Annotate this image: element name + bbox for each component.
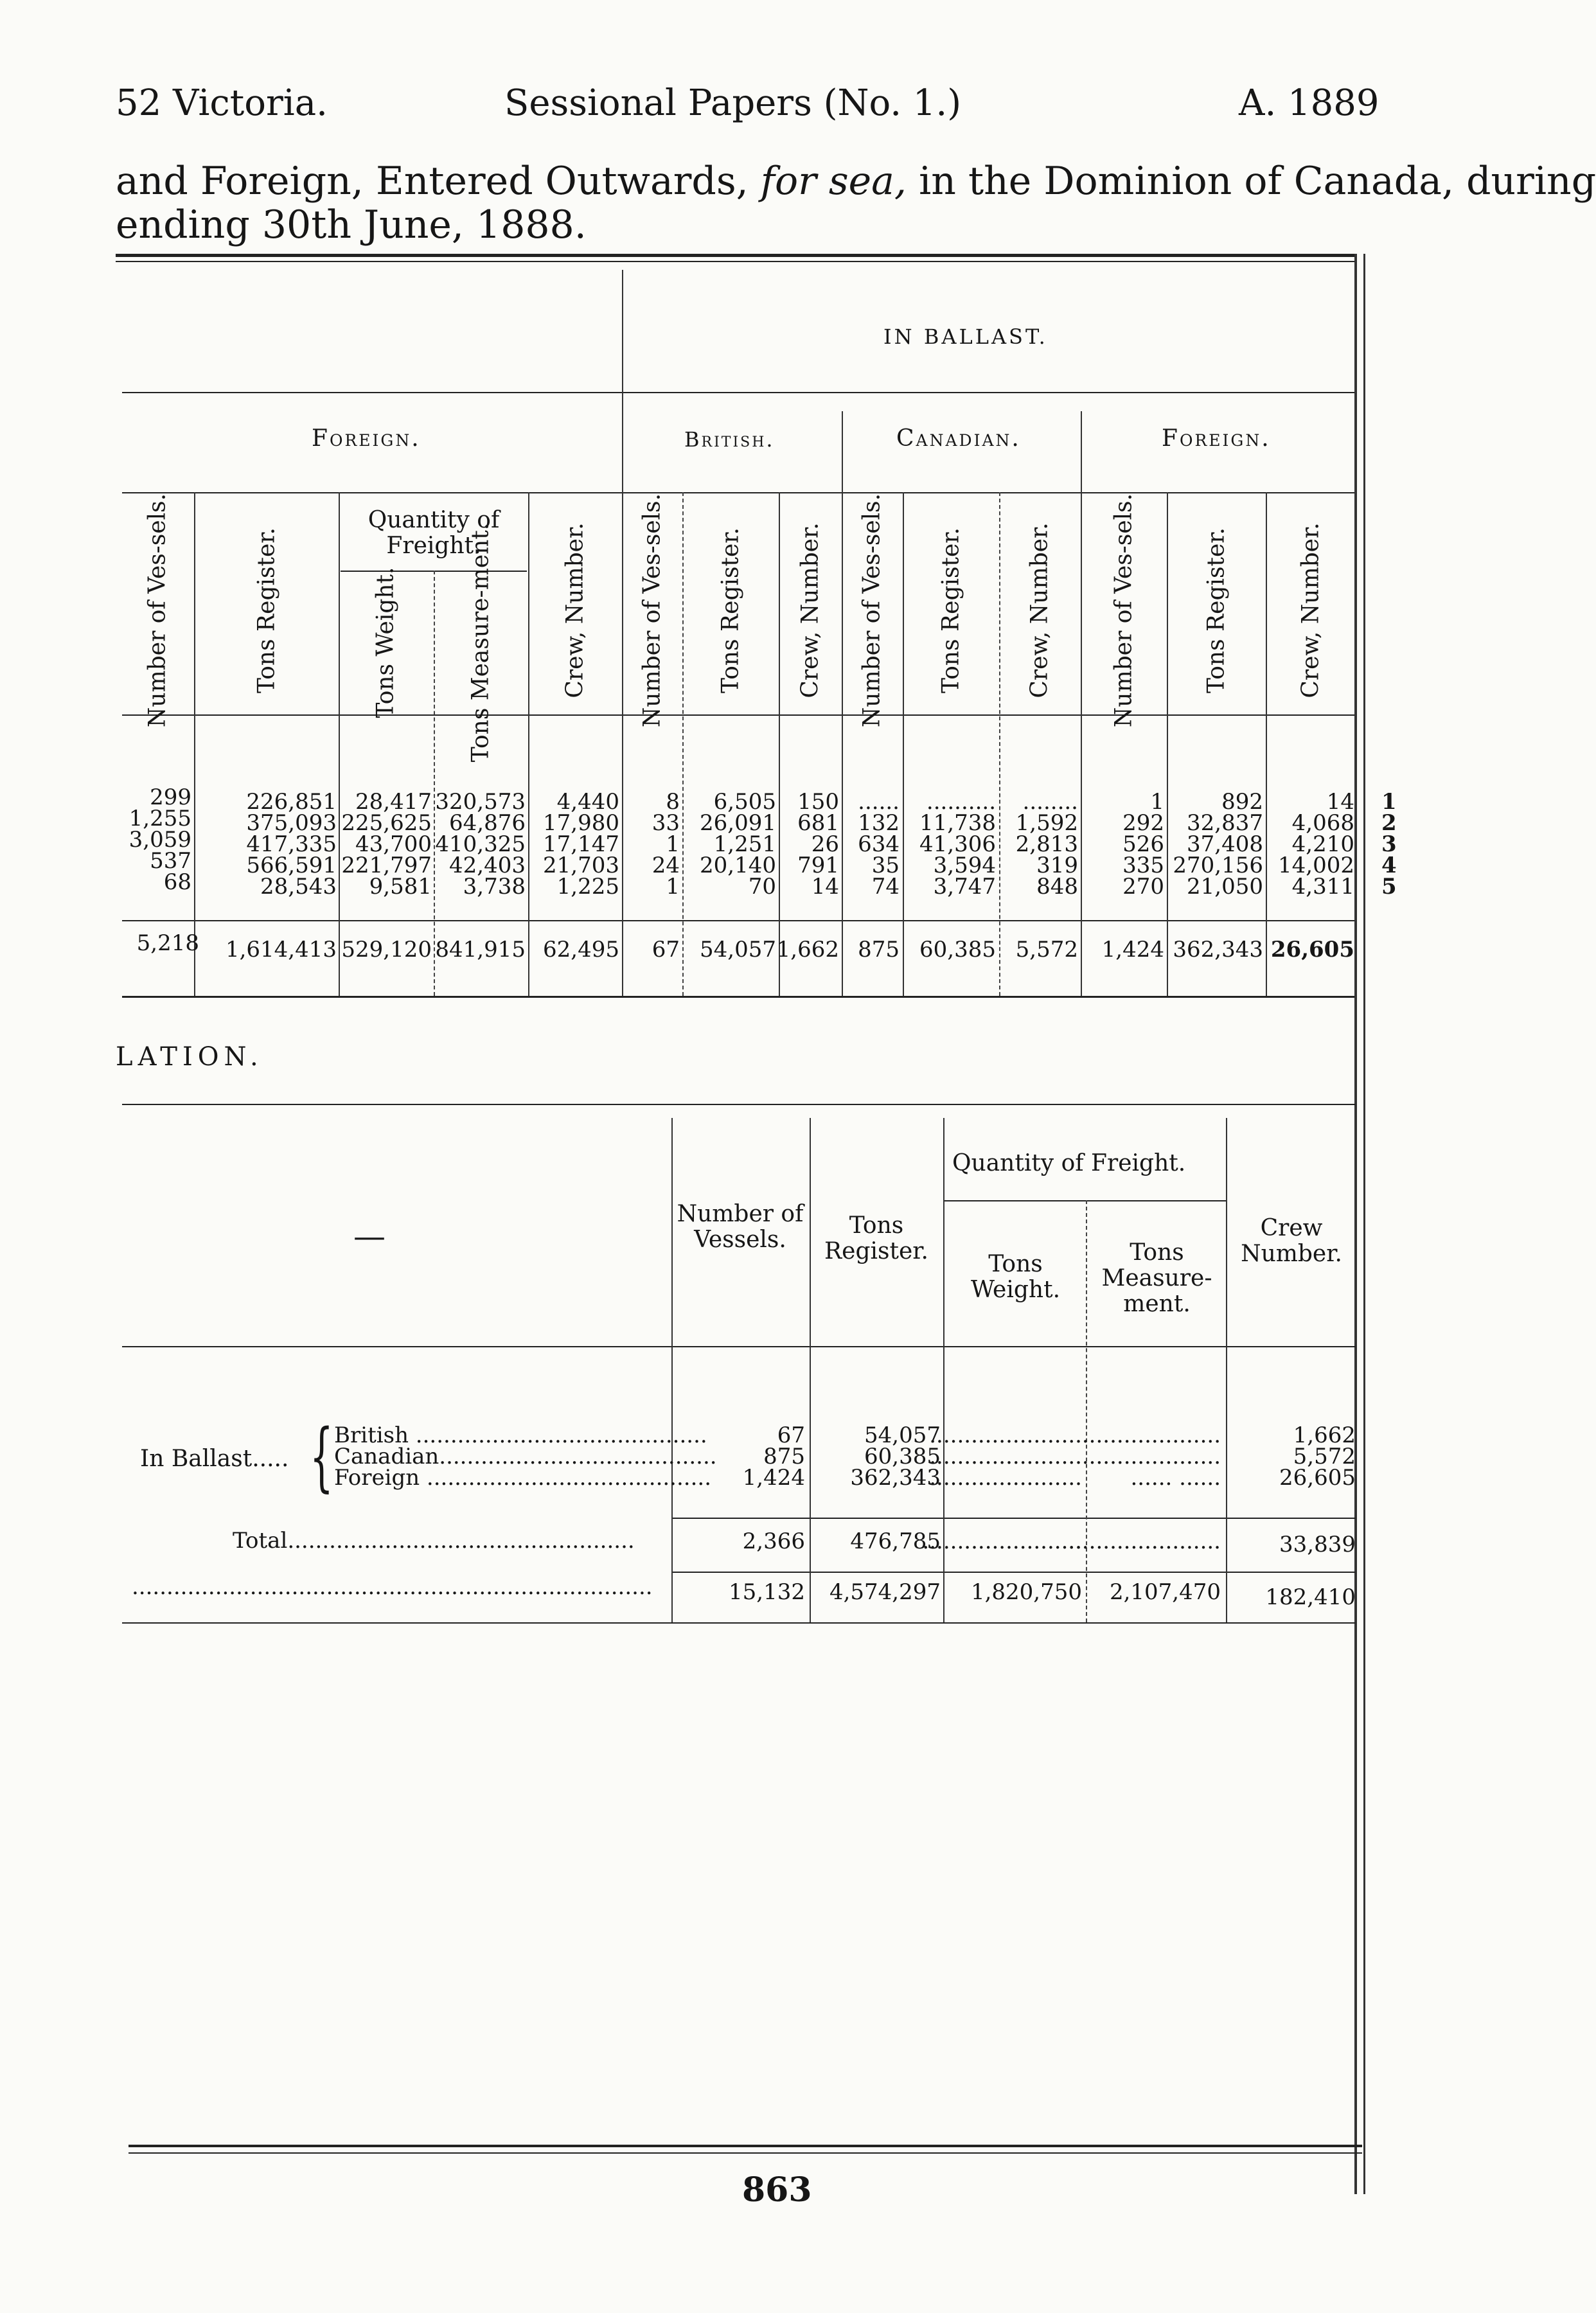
row-number: 5 xyxy=(1381,874,1397,900)
data-brit-crew xyxy=(797,789,839,900)
cell: 566,591 xyxy=(246,853,337,878)
header-year: A. 1889 xyxy=(1239,82,1379,124)
cell: 33 xyxy=(652,810,680,836)
recap-head-tons-weight: Tons Weight. xyxy=(970,1251,1061,1303)
rule-in-ballast xyxy=(122,392,1356,393)
row-number: 3 xyxy=(1381,831,1397,857)
total-for-tons: 362,343 xyxy=(1173,937,1263,962)
cell: 26,091 xyxy=(700,810,776,836)
vline-10 xyxy=(999,492,1000,996)
data-for-crew xyxy=(1278,789,1354,900)
recap-label-canadian: Canadian........................................ xyxy=(334,1444,717,1469)
col-canadian-tons: Tons Register. xyxy=(937,527,964,693)
cell: 24 xyxy=(652,853,680,878)
col-canadian-crew: Crew, Number. xyxy=(1026,522,1053,698)
rule-top-2 xyxy=(116,261,1356,262)
subtitle-part-2: for sea, xyxy=(760,159,907,204)
vline-1 xyxy=(194,492,195,996)
cell: 17,980 xyxy=(543,810,619,836)
cell: 1,424 xyxy=(742,1465,805,1491)
cell: 681 xyxy=(797,810,839,836)
cell: .................... xyxy=(1081,1444,1221,1469)
cell: 417,335 xyxy=(246,831,337,857)
cell: 537 xyxy=(150,848,191,874)
data-vessels xyxy=(129,784,191,895)
cell: 37,408 xyxy=(1187,831,1263,857)
bottom-rule-2 xyxy=(129,2152,1362,2154)
vline-12 xyxy=(1167,492,1168,996)
recap-rule-bottom xyxy=(122,1622,1356,1624)
cell: 4,210 xyxy=(1291,831,1354,857)
cell: 225,625 xyxy=(341,810,432,836)
cell: 299 xyxy=(150,784,191,810)
cell: 8 xyxy=(666,789,680,815)
total-can-tons: 60,385 xyxy=(919,937,996,962)
cell: 292 xyxy=(1122,810,1164,836)
total-tons-register: 1,614,413 xyxy=(225,937,337,962)
cell: 320,573 xyxy=(435,789,526,815)
subtitle-line-2: ending 30th June, 1888. xyxy=(116,202,587,247)
cell: 526 xyxy=(1122,831,1164,857)
cell: 1,255 xyxy=(129,806,191,831)
vline-7 xyxy=(779,492,780,996)
cell: 74 xyxy=(871,874,900,900)
cell: 1 xyxy=(1150,789,1164,815)
cell: 26 xyxy=(811,831,839,857)
cell: ...................... xyxy=(929,1444,1082,1469)
vline-11 xyxy=(1081,411,1082,996)
total-brit-crew: 1,662 xyxy=(776,937,839,962)
vline-8 xyxy=(842,411,843,996)
border-right-2 xyxy=(1363,254,1365,2194)
quantity-freight-caption: Quantity of Freight. xyxy=(368,507,500,559)
cell: 132 xyxy=(858,810,900,836)
recap-rule-heads xyxy=(122,1346,1356,1347)
cell: 3,738 xyxy=(463,874,526,900)
recap-grand-label: ........................................................................... xyxy=(132,1574,653,1600)
cell: 875 xyxy=(763,1444,805,1469)
vline-3 xyxy=(434,571,435,996)
rule-body xyxy=(122,920,1356,921)
cell: 791 xyxy=(797,853,839,878)
recap-head-tons-register: Tons Register. xyxy=(824,1212,928,1264)
recap-grand-vessels: 15,132 xyxy=(729,1579,805,1605)
in-ballast-heading: IN BALLAST. xyxy=(883,324,1048,349)
total-can-vessels: 875 xyxy=(858,937,900,962)
row-number: 1 xyxy=(1381,789,1397,815)
cell: 410,325 xyxy=(435,831,526,857)
subtitle-part-1: and Foreign, Entered Outwards, xyxy=(116,159,749,204)
col-tons-register: Tons Register. xyxy=(253,527,280,693)
col-tons-measurement: Tons Measure-ment. xyxy=(467,522,494,763)
recap-rule-top xyxy=(122,1104,1356,1105)
recap-crew xyxy=(1279,1422,1356,1491)
vline-4 xyxy=(528,492,529,996)
data-brit-tons xyxy=(700,789,776,900)
cell: ...................... xyxy=(929,1422,1082,1448)
cell: 2,813 xyxy=(1015,831,1078,857)
recap-grand-tons-weight: 1,820,750 xyxy=(970,1579,1082,1605)
recap-total-tons-register: 476,785 xyxy=(850,1529,941,1554)
recap-grand-tons-register: 4,574,297 xyxy=(829,1579,941,1605)
cell: 848 xyxy=(1036,874,1078,900)
recap-label-british: British .......................................... xyxy=(334,1422,707,1448)
recap-total-label: Total.................................................. xyxy=(233,1528,635,1554)
border-right xyxy=(1354,254,1357,2194)
total-for-vessels: 1,424 xyxy=(1101,937,1164,962)
cell: 892 xyxy=(1221,789,1263,815)
recap-total-tons-weight: ....................... xyxy=(922,1529,1082,1554)
data-crew xyxy=(543,789,619,900)
recap-title: LATION. xyxy=(116,1042,263,1072)
recap-grand-crew: 182,410 xyxy=(1265,1584,1356,1610)
cell: 3,594 xyxy=(933,853,996,878)
cell: 60,385 xyxy=(864,1444,941,1469)
cell: 362,343 xyxy=(850,1465,941,1491)
cell: 68 xyxy=(163,869,191,895)
total-vessels: 5,218 xyxy=(136,930,199,956)
cell: 14,002 xyxy=(1278,853,1354,878)
col-canadian-vessels: Number of Ves-sels. xyxy=(858,493,885,728)
cell: ...................... xyxy=(929,1465,1082,1491)
rule-totals xyxy=(122,996,1356,998)
total-crew: 62,495 xyxy=(543,937,619,962)
cell: 319 xyxy=(1036,853,1078,878)
recap-vline-1 xyxy=(671,1118,673,1622)
bottom-rule xyxy=(129,2145,1362,2147)
header-title: Sessional Papers (No. 1.) xyxy=(504,82,962,124)
cell: 634 xyxy=(858,831,900,857)
recap-brace: { xyxy=(310,1414,333,1500)
group-foreign-left: Foreign. xyxy=(312,425,421,452)
data-tons-measurement xyxy=(435,789,526,900)
recap-head-tons-measurement: Tons Measure-ment. xyxy=(1101,1239,1212,1317)
group-canadian: Canadian. xyxy=(896,425,1021,452)
cell: 32,837 xyxy=(1187,810,1263,836)
cell: 14 xyxy=(1326,789,1354,815)
recap-dash: — xyxy=(353,1218,386,1255)
recap-vline-2 xyxy=(810,1118,811,1622)
cell: 4,440 xyxy=(556,789,619,815)
cell: 26,605 xyxy=(1279,1465,1356,1491)
cell: 6,505 xyxy=(713,789,776,815)
cell: 270,156 xyxy=(1173,853,1263,878)
cell: 375,093 xyxy=(246,810,337,836)
cell: 20,140 xyxy=(700,853,776,878)
recap-total-crew: 33,839 xyxy=(1279,1532,1356,1557)
total-tons-measurement: 841,915 xyxy=(435,937,526,962)
recap-rule-freight xyxy=(943,1200,1226,1201)
cell: 41,306 xyxy=(919,831,996,857)
cell: 64,876 xyxy=(449,810,526,836)
vline-2 xyxy=(339,492,340,996)
row-number: 2 xyxy=(1381,810,1397,836)
row-number: 4 xyxy=(1381,853,1397,878)
col-british-crew: Crew, Number. xyxy=(797,522,824,698)
cell: 4,068 xyxy=(1291,810,1354,836)
recap-rule-total-2 xyxy=(671,1572,1356,1573)
recap-head-crew: Crew Number. xyxy=(1241,1215,1342,1267)
cell: 1,662 xyxy=(1293,1422,1356,1448)
cell: 150 xyxy=(797,789,839,815)
cell: .......... xyxy=(926,789,996,815)
recap-label-foreign: Foreign ......................................... xyxy=(334,1465,712,1491)
recap-sub-labels xyxy=(334,1422,717,1491)
cell: 35 xyxy=(871,853,900,878)
cell: 9,581 xyxy=(369,874,432,900)
cell: 28,417 xyxy=(355,789,432,815)
recap-tons-measurement xyxy=(1081,1422,1221,1491)
vline-5 xyxy=(622,270,623,996)
total-brit-tons: 54,057 xyxy=(700,937,776,962)
row-numbers xyxy=(1381,789,1397,900)
total-brit-vessels: 67 xyxy=(652,937,680,962)
recap-vline-4 xyxy=(1086,1200,1087,1622)
col-foreign-vessels: Number of Ves-sels. xyxy=(1110,493,1137,728)
cell: ........ xyxy=(1022,789,1078,815)
cell: 4,311 xyxy=(1291,874,1354,900)
page-number: 863 xyxy=(742,2170,812,2210)
cell: 335 xyxy=(1122,853,1164,878)
cell: 70 xyxy=(748,874,776,900)
col-number-vessels: Number of Ves-sels. xyxy=(144,493,171,728)
document-subtitle xyxy=(116,159,1596,247)
recap-total-tons-measurement: ...................... xyxy=(1068,1529,1221,1554)
recap-head-vessels: Number of Vessels. xyxy=(677,1201,804,1253)
cell: 43,700 xyxy=(355,831,432,857)
col-foreign-crew: Crew, Number. xyxy=(1297,522,1324,698)
rule-column-heads xyxy=(122,714,1356,716)
total-for-crew: 26,605 xyxy=(1270,937,1354,962)
col-crew-number: Crew, Number. xyxy=(562,522,589,698)
data-tons-weight xyxy=(341,789,432,900)
cell: 3,747 xyxy=(933,874,996,900)
cell: 3,059 xyxy=(129,827,191,853)
data-can-crew xyxy=(1015,789,1078,900)
group-foreign-right: Foreign. xyxy=(1162,425,1271,452)
cell: 11,738 xyxy=(919,810,996,836)
cell: 17,147 xyxy=(543,831,619,857)
cell: 226,851 xyxy=(246,789,337,815)
recap-head-freight: Quantity of Freight. xyxy=(952,1150,1186,1176)
cell: 21,050 xyxy=(1187,874,1263,900)
vline-9 xyxy=(903,492,904,996)
total-can-crew: 5,572 xyxy=(1015,937,1078,962)
cell: 67 xyxy=(777,1422,805,1448)
cell: 14 xyxy=(811,874,839,900)
subtitle-part-3: in the Dominion of Canada, during xyxy=(919,159,1596,204)
data-brit-vessels xyxy=(652,789,680,900)
recap-vline-5 xyxy=(1226,1118,1227,1622)
total-tons-weight: 529,120 xyxy=(341,937,432,962)
vline-6 xyxy=(682,492,684,996)
cell: 5,572 xyxy=(1293,1444,1356,1469)
cell: 221,797 xyxy=(341,853,432,878)
cell: 28,543 xyxy=(260,874,337,900)
cell: 1,592 xyxy=(1015,810,1078,836)
cell: .................... xyxy=(1081,1422,1221,1448)
cell: 1,225 xyxy=(556,874,619,900)
recap-grand-tons-measurement: 2,107,470 xyxy=(1109,1579,1221,1605)
recap-rule-total-1 xyxy=(671,1518,1356,1519)
recap-vessels xyxy=(742,1422,805,1491)
vline-13 xyxy=(1266,492,1267,996)
rule-top xyxy=(116,254,1356,257)
header-session: 52 Victoria. xyxy=(116,82,328,124)
col-tons-weight: Tons Weight. xyxy=(372,567,399,718)
recap-in-ballast-label: In Ballast..... xyxy=(140,1446,289,1472)
data-for-tons xyxy=(1173,789,1263,900)
cell: 21,703 xyxy=(543,853,619,878)
cell: 1 xyxy=(666,874,680,900)
cell: 54,057 xyxy=(864,1422,941,1448)
col-foreign-tons: Tons Register. xyxy=(1203,527,1230,693)
cell: ...... ...... xyxy=(1130,1465,1221,1491)
rule-groups xyxy=(122,492,1356,493)
data-tons-register xyxy=(246,789,337,900)
col-british-vessels: Number of Ves-sels. xyxy=(639,493,666,728)
cell: ...... xyxy=(858,789,900,815)
data-can-vessels xyxy=(858,789,900,900)
cell: 42,403 xyxy=(449,853,526,878)
recap-tons-weight xyxy=(929,1422,1082,1491)
recap-tons-register xyxy=(850,1422,941,1491)
cell: 270 xyxy=(1122,874,1164,900)
col-british-tons: Tons Register. xyxy=(717,527,744,693)
cell: 1 xyxy=(666,831,680,857)
data-can-tons xyxy=(919,789,996,900)
data-for-vessels xyxy=(1122,789,1164,900)
cell: 1,251 xyxy=(713,831,776,857)
recap-total-vessels: 2,366 xyxy=(742,1529,805,1554)
group-british: British. xyxy=(684,427,775,452)
